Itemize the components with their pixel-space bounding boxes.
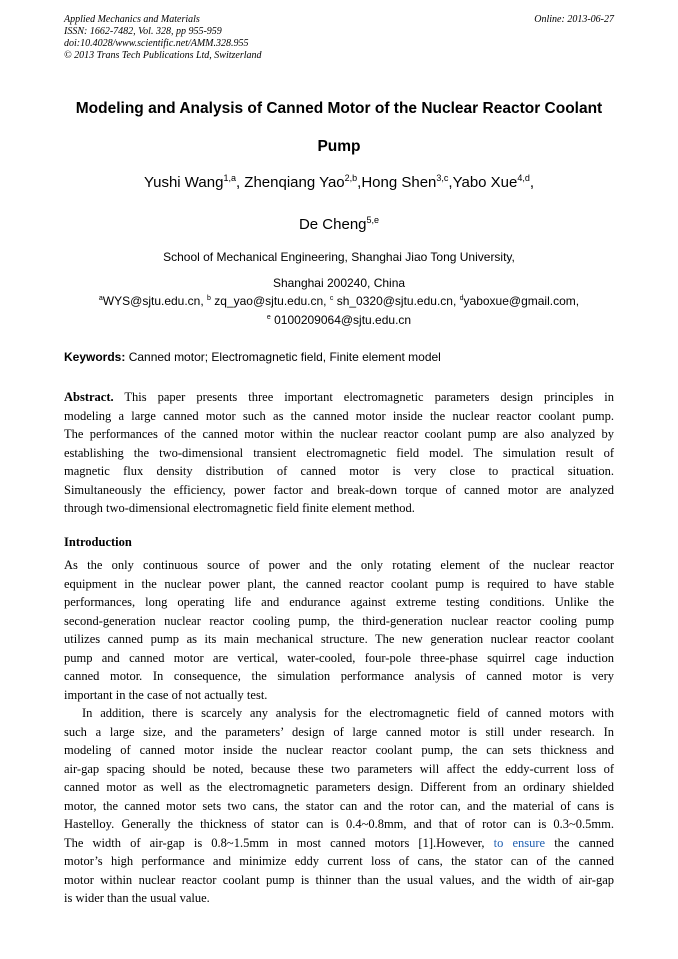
intro-p1-line-7: canned motor. In consequence, the simulation performance analysis of canned motor is very xyxy=(64,669,614,683)
author-1: Yushi Wang xyxy=(143,174,224,191)
section-heading-introduction: Introduction xyxy=(64,535,132,549)
email-b[interactable]: zq_yao@sjtu.edu.cn, xyxy=(210,294,330,308)
abstract-line-4: establishing the two-dimensional transient electromagnetic field model. The simulation result of xyxy=(64,445,614,460)
author-3: ,Hong Shen xyxy=(357,174,437,191)
intro-p1-line-6: pump and canned motor are vertical, water-cooled, four-pole three-phase squirrel cage induction xyxy=(64,650,614,665)
intro-p2-line-11: is wider than the usual value. xyxy=(64,891,210,905)
author-2: , Zhenqiang Yao xyxy=(235,174,345,191)
intro-p1-line-4: second-generation nuclear reactor cooling pump, the third-generation nuclear reactor cooling pump xyxy=(64,613,614,628)
keywords xyxy=(64,348,614,366)
author-list xyxy=(52,162,626,246)
affiliation-line-2: Shanghai 200240, China xyxy=(272,276,406,290)
introduction-body xyxy=(64,556,614,908)
email-e-marker: e xyxy=(266,314,271,321)
intro-p2-line-5: canned motor as well as the electromagnetic parameters design. Different from an ordinary shielded xyxy=(64,780,614,794)
title-line-1: Modeling and Analysis of Canned Motor of the Nuclear Reactor Coolant xyxy=(75,100,603,117)
intro-p2-line-2: such a large size, and the parameters’ design of large canned motor is still under research. In xyxy=(64,724,614,739)
author-line-2 xyxy=(52,204,626,246)
online-date: Online: 2013-06-27 xyxy=(534,14,614,25)
abstract-label: Abstract. xyxy=(64,390,114,404)
intro-p2-line-7: Hastelloy. Generally the thickness of stator can is 0.4~0.8mm, and that of rotor can is 0.3~0.5mm. xyxy=(64,817,614,831)
intro-p2-line-8 xyxy=(64,834,614,853)
intro-p2-line-10: motor within nuclear reactor coolant pump is thinner than the usual values, and the width of air-gap xyxy=(64,872,614,887)
title-line-2: Pump xyxy=(317,138,361,155)
intro-p1-line-8: important in the case of not actually test. xyxy=(64,687,268,702)
abstract-text: This paper presents three important electromagnetic parameters design principles in xyxy=(113,390,614,404)
email-d-marker: d xyxy=(459,295,464,302)
abstract-line-2: modeling a large canned motor such as the canned motor inside the nuclear reactor coolant pump. xyxy=(64,408,614,423)
intro-p2-line-8-c: the canned xyxy=(545,835,614,850)
email-d[interactable]: yaboxue@gmail.com, xyxy=(463,294,580,308)
author-line-1 xyxy=(52,162,626,204)
author-4: ,Yabo Xue xyxy=(448,174,518,191)
author-1-affil: 1,a xyxy=(223,173,236,183)
email-a-marker: a xyxy=(98,295,103,302)
email-b-marker: b xyxy=(207,295,211,302)
email-e[interactable]: 0100209064@sjtu.edu.cn xyxy=(270,313,412,327)
email-line-1 xyxy=(52,292,626,311)
abstract-line-3: The performances of the canned motor within the nuclear reactor coolant pump are also analyzed by xyxy=(64,427,614,441)
email-c-marker: c xyxy=(329,295,334,302)
author-5-affil: 5,e xyxy=(366,215,380,225)
keywords-text: Canned motor; Electromagnetic field, Finite element model xyxy=(125,350,441,364)
email-a[interactable]: WYS@sjtu.edu.cn, xyxy=(102,294,208,308)
paper-title xyxy=(52,90,626,166)
email-c[interactable]: sh_0320@sjtu.edu.cn, xyxy=(333,294,460,308)
abstract xyxy=(64,388,614,518)
intro-p2-line-8-a: The width of air-gap is 0.8~1.5mm in most canned motors [1].However, xyxy=(64,835,494,850)
intro-p2-line-3: modeling of canned motor inside the nuclear reactor coolant pump, the can sets thickness and xyxy=(64,743,614,757)
author-emails xyxy=(52,292,626,330)
keywords-label: Keywords: xyxy=(64,350,126,364)
author-4-tail: , xyxy=(529,174,535,191)
intro-p1-line-1: As the only continuous source of power and the only rotating element of the nuclear reactor xyxy=(64,558,614,572)
intro-p1-line-2: equipment in the nuclear power plant, the canned reactor coolant pump is required to have stable xyxy=(64,576,614,591)
author-3-affil: 3,c xyxy=(436,173,449,183)
highlighted-phrase: to ensure xyxy=(493,835,546,850)
abstract-line-5: magnetic flux density distribution of canned motor is very close to practical situation. xyxy=(64,464,614,478)
affiliation-line-1: School of Mechanical Engineering, Shanghai Jiao Tong University, xyxy=(163,250,515,264)
author-5: De Cheng xyxy=(298,216,367,233)
journal-header xyxy=(64,14,614,62)
doi-line: doi:10.4028/www.scientific.net/AMM.328.955 xyxy=(64,38,249,49)
issn-line: ISSN: 1662-7482, Vol. 328, pp 955-959 xyxy=(64,26,222,37)
author-2-affil: 2,b xyxy=(344,173,358,183)
intro-p1-line-3: performances, long operating life and endurance against extreme testing conditions. Unlike the xyxy=(64,595,614,609)
abstract-line-6: Simultaneously the efficiency, power factor and break-down torque of canned motor are analyzed xyxy=(64,482,614,497)
abstract-line-1 xyxy=(64,388,614,407)
intro-p2-line-4: air-gap spacing should be noted, because these two parameters will affect the eddy-current loss of xyxy=(64,761,614,776)
author-4-affil: 4,d xyxy=(517,173,530,183)
email-line-2 xyxy=(52,311,626,330)
abstract-line-7: through two-dimensional electromagnetic field finite element method. xyxy=(64,501,415,515)
intro-p1-line-5: utilizes canned pump as its main mechanical structure. The new generation nuclear reactor coolant xyxy=(64,632,614,646)
intro-p2-line-1: In addition, there is scarcely any analysis for the electromagnetic field of canned motors with xyxy=(82,706,614,720)
journal-name: Applied Mechanics and Materials xyxy=(64,14,200,25)
affiliation xyxy=(52,244,626,296)
intro-p2-line-9: motor’s high performance and minimize eddy current loss of cans, the stator can of the canned xyxy=(64,854,614,868)
copyright-line: © 2013 Trans Tech Publications Ltd, Switzerland xyxy=(64,50,262,61)
intro-p2-line-6: motor, the canned motor sets two cans, the stator can and the rotor can, and the material of cans is xyxy=(64,798,614,813)
